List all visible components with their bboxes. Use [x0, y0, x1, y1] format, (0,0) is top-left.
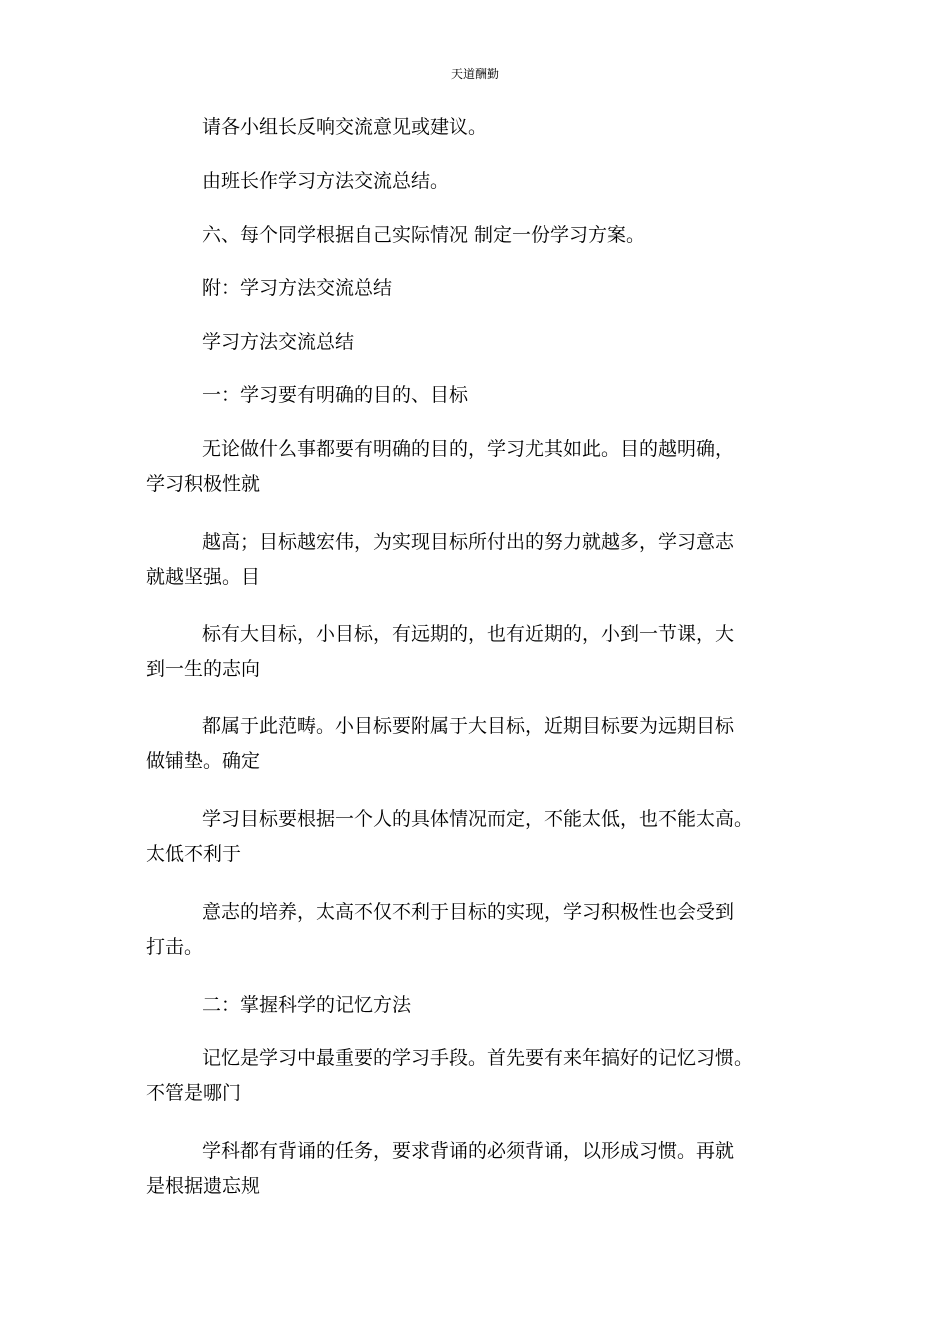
paragraph-line: 无论做什么事都要有明确的目的，学习尤其如此。目的越明确， — [202, 438, 735, 460]
paragraph-line: 学习方法交流总结 — [202, 331, 355, 353]
paragraph-line: 太低不利于 — [146, 843, 242, 865]
paragraph-line: 请各小组长反响交流意见或建议。 — [202, 116, 488, 138]
paragraph-line: 一：学习要有明确的目的、目标 — [202, 384, 469, 406]
paragraph-line: 越高；目标越宏伟，为实现目标所付出的努力就越多，学习意志 — [202, 531, 735, 553]
paragraph-line: 由班长作学习方法交流总结。 — [202, 170, 450, 192]
paragraph — [146, 432, 826, 502]
paragraph — [146, 709, 826, 779]
paragraph — [146, 1041, 826, 1111]
paragraph-line: 是根据遗忘规 — [146, 1175, 261, 1197]
paragraph — [146, 895, 826, 965]
paragraph — [146, 1134, 826, 1204]
paragraph — [146, 325, 826, 360]
paragraph-line: 附：学习方法交流总结 — [202, 277, 393, 299]
paragraph-line: 就越坚强。目 — [146, 566, 261, 588]
paragraph-line: 意志的培养，太高不仅不利于目标的实现，学习积极性也会受到 — [202, 901, 735, 923]
paragraph — [146, 525, 826, 595]
paragraph-line: 学习积极性就 — [146, 473, 261, 495]
paragraph-line: 学习目标要根据一个人的具体情况而定，不能太低，也不能太高。 — [202, 808, 754, 830]
paragraph-line: 做铺垫。确定 — [146, 750, 261, 772]
paragraph-line: 到一生的志向 — [146, 658, 261, 680]
paragraph — [146, 617, 826, 687]
paragraph — [146, 271, 826, 306]
paragraph-line: 都属于此范畴。小目标要附属于大目标，近期目标要为远期目标 — [202, 715, 735, 737]
paragraph-line: 不管是哪门 — [146, 1082, 242, 1104]
paragraph-line: 六、每个同学根据自己实际情况 制定一份学习方案。 — [202, 224, 646, 246]
paragraph — [146, 164, 826, 199]
paragraph-line: 标有大目标，小目标，有远期的，也有近期的，小到一节课，大 — [202, 623, 735, 645]
paragraph — [146, 110, 826, 145]
paragraph — [146, 378, 826, 413]
paragraph-line: 学科都有背诵的任务，要求背诵的必须背诵，以形成习惯。再就 — [202, 1140, 735, 1162]
paragraph — [146, 988, 826, 1023]
paragraph-line: 打击。 — [146, 936, 204, 958]
paragraph-line: 二：掌握科学的记忆方法 — [202, 994, 412, 1016]
paragraph-line: 记忆是学习中最重要的学习手段。首先要有来年搞好的记忆习惯。 — [202, 1047, 754, 1069]
paragraph — [146, 802, 826, 872]
page-header: 天道酬勤 — [450, 67, 499, 81]
paragraph — [146, 218, 826, 253]
